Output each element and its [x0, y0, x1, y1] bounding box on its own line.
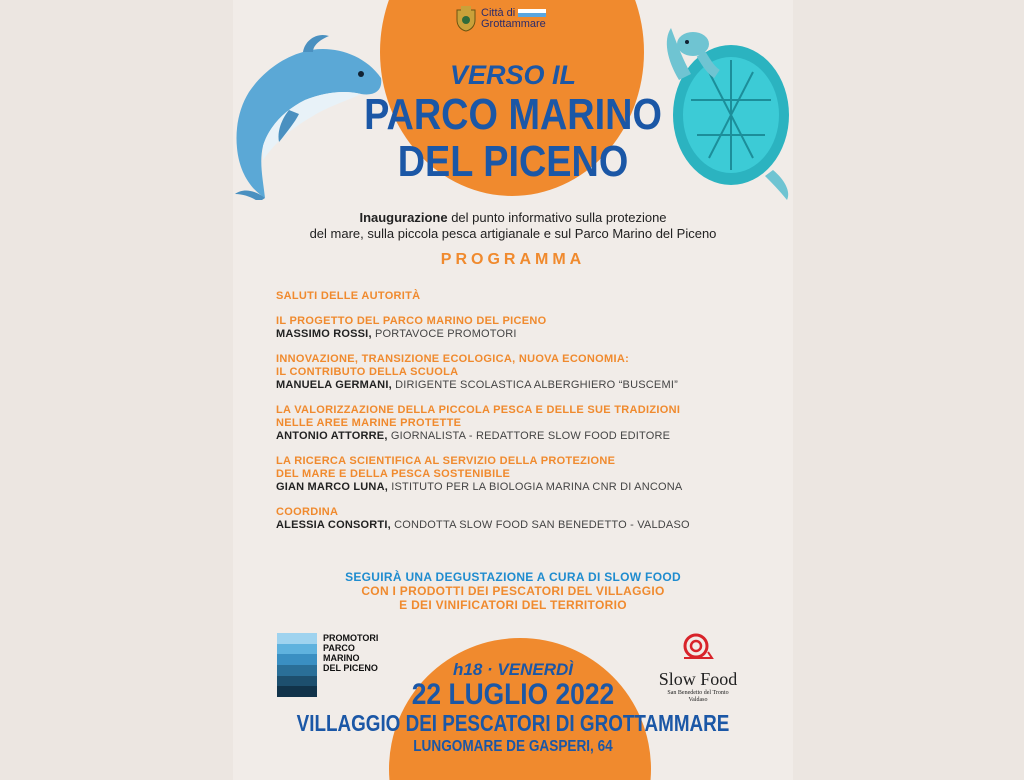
intro-text [233, 210, 793, 242]
slowfood-name: Slow Food [658, 669, 738, 689]
program-item-title: SALUTI DELLE AUTORITÀ [276, 290, 421, 302]
program-item [276, 290, 776, 303]
program-item-role: PORTAVOCE PROMOTORI [371, 328, 517, 340]
program-item-person: MANUELA GERMANI, [276, 379, 392, 391]
slowfood-sub2: Valdaso [688, 697, 708, 703]
program-item-person: ANTONIO ATTORRE, [276, 430, 388, 442]
city-logo [455, 6, 565, 32]
tasting-line2: CON I PRODOTTI DEI PESCATORI DEL VILLAGGIO [361, 584, 665, 598]
program-item-role: GIORNALISTA - REDATTORE SLOW FOOD EDITORE [387, 430, 671, 442]
tasting-line1: SEGUIRÀ UNA DEGUSTAZIONE A CURA DI SLOW FOOD [345, 570, 681, 584]
snail-icon [682, 632, 714, 660]
intro-rest1: del punto informativo sulla protezione [447, 210, 667, 225]
intro-line2: del mare, sulla piccola pesca artigianale e sul Parco Marino del Piceno [309, 226, 717, 241]
slowfood-sub1: San Benedetto del Tronto [667, 690, 729, 696]
city-crest-icon [455, 6, 477, 32]
program-item-role: ISTITUTO PER LA BIOLOGIA MARINA CNR DI ANCONA [387, 481, 683, 493]
program-item-role: CONDOTTA SLOW FOOD SAN BENEDETTO - VALDASO [390, 519, 690, 531]
intro-bold: Inaugurazione [359, 210, 448, 225]
program-item-title2: IL CONTRIBUTO DELLA SCUOLA [276, 366, 459, 378]
flag-icon [518, 9, 546, 17]
event-when: h18 · VENERDÌ [453, 660, 573, 679]
city-line1: Città di [481, 7, 516, 19]
tasting-note [233, 570, 793, 612]
program-item [276, 506, 776, 532]
program-item-title2: DEL MARE E DELLA PESCA SOSTENIBILE [276, 468, 511, 480]
program-item-person: ALESSIA CONSORTI, [276, 519, 391, 531]
program-item-title: LA RICERCA SCIENTIFICA AL SERVIZIO DELLA PROTEZIONE [276, 455, 616, 467]
program-item-title: INNOVAZIONE, TRANSIZIONE ECOLOGICA, NUOVA ECONOMIA: [276, 353, 630, 365]
promotori-l2: PARCO [323, 643, 355, 653]
program-item-title: IL PROGETTO DEL PARCO MARINO DEL PICENO [276, 315, 547, 327]
program-item [276, 315, 776, 341]
tasting-line3: E DEI VINIFICATORI DEL TERRITORIO [399, 598, 627, 612]
city-line2: Grottammare [481, 18, 546, 30]
promotori-l4: DEL PICENO [323, 663, 378, 673]
program-item-person: GIAN MARCO LUNA, [276, 481, 388, 493]
program-item [276, 455, 776, 494]
poster [233, 0, 793, 780]
promotori-l1: PROMOTORI [323, 633, 379, 643]
program-item [276, 404, 776, 443]
program-item-title: LA VALORIZZAZIONE DELLA PICCOLA PESCA E DELLE SUE TRADIZIONI [276, 404, 681, 416]
program-item-title: COORDINA [276, 506, 339, 518]
verso-label: VERSO IL [449, 60, 577, 90]
program-item [276, 353, 776, 392]
event-address: LUNGOMARE DE GASPERI, 64 [413, 738, 613, 755]
title-line1: PARCO MARINO [364, 90, 662, 139]
event-place: VILLAGGIO DEI PESCATORI DI GROTTAMMARE [296, 710, 730, 736]
programma-heading: PROGRAMMA [440, 251, 586, 268]
event-date: 22 LUGLIO 2022 [411, 678, 615, 711]
promotori-l3: MARINO [323, 653, 360, 663]
title-line2: DEL PICENO [397, 137, 629, 186]
program-item-role: DIRIGENTE SCOLASTICA ALBERGHIERO “BUSCEMI” [391, 379, 678, 391]
program-list [276, 290, 776, 544]
program-item-title2: NELLE AREE MARINE PROTETTE [276, 417, 462, 429]
program-item-person: MASSIMO ROSSI, [276, 328, 372, 340]
